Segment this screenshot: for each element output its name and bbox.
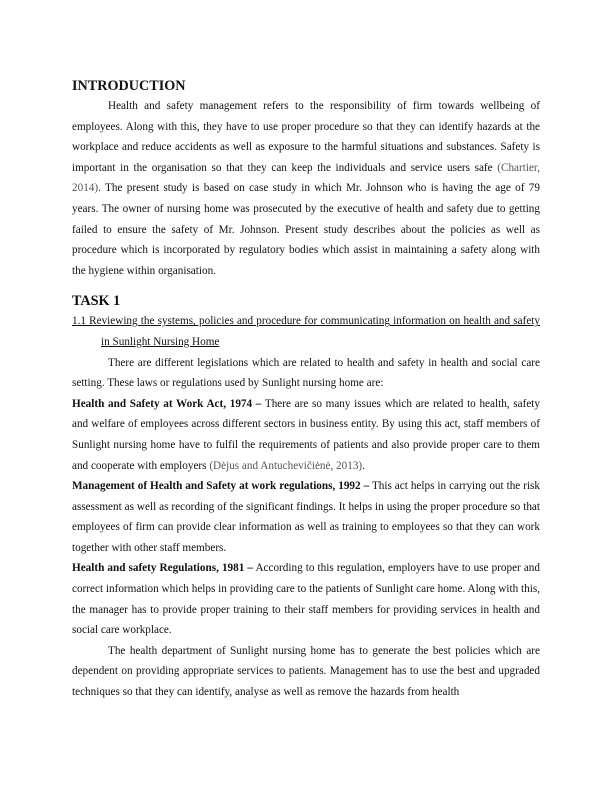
policies-paragraph: The health department of Sunlight nursing home has to generate the best policies which are dependent on providing appropriate services to patients. Management has to use the best and upgraded techniques so that they can identify, analyse as well as remove the hazards from health [72,644,540,699]
citation: (Dėjus and Antuchevičiėnė, 2013) [209,459,363,472]
regulations-1981-paragraph: Health and safety Regulations, 1981 – According to this regulation, employers have to use proper and correct information which helps in providing care to the patients of Sunlight care home. Along with this, the manager has to provide proper training to their staff members for providing services in health and social care workplace. [72,562,540,637]
legislation-intro-paragraph: There are different legislations which are related to health and safety in health and social care setting. These laws or regulations used by Sunlight nursing home are: [72,356,540,390]
introduction-paragraph: Health and safety management refers to the responsibility of firm towards wellbeing of employees. Along with this, they have to use proper procedure so that they can identify hazards at the workplace and reduce accidents as well as exposure to the harmful situations and substances. Safety is important in the organisation so that they can keep the individuals and service users safe (Chartier, 2014). The present study is based on case study in which Mr. Johnson who is having the age of 79 years. The owner of nursing home was prosecuted by the executive of health and safety due to getting failed to ensure the safety of Mr. Johnson. Present study describes about the policies as well as procedure which is incorporated by regulatory bodies which assist in maintaining a safety along with the hygiene within organisation. [72,100,540,277]
introduction-heading: INTRODUCTION [72,78,186,94]
task-1-heading: TASK 1 [72,293,121,310]
section-subheading: 1.1 Reviewing the systems, policies and procedure for communicating information on health and safety in Sunlight Nursing Home [72,315,540,348]
citation: (Chartier, 2014) [72,161,540,195]
regulations-1992-paragraph: Management of Health and Safety at work regulations, 1992 – This act helps in carrying out the risk assessment as well as recording of the significant findings. It helps in using the proper procedure so that employees of firm can provide clear information as well as training to employees so that they can work together with other staff members. [72,480,540,554]
act-1974-paragraph: Health and Safety at Work Act, 1974 – There are so many issues which are related to health, safety and welfare of employees across different sectors in business entity. By using this act, staff members of Sunlight nursing home have to fulfil the requirements of patients and also provide proper care to them and cooperate with employers (Dėjus and Antuchevičiėnė, 2013). [72,397,540,472]
document-page [72,76,540,703]
